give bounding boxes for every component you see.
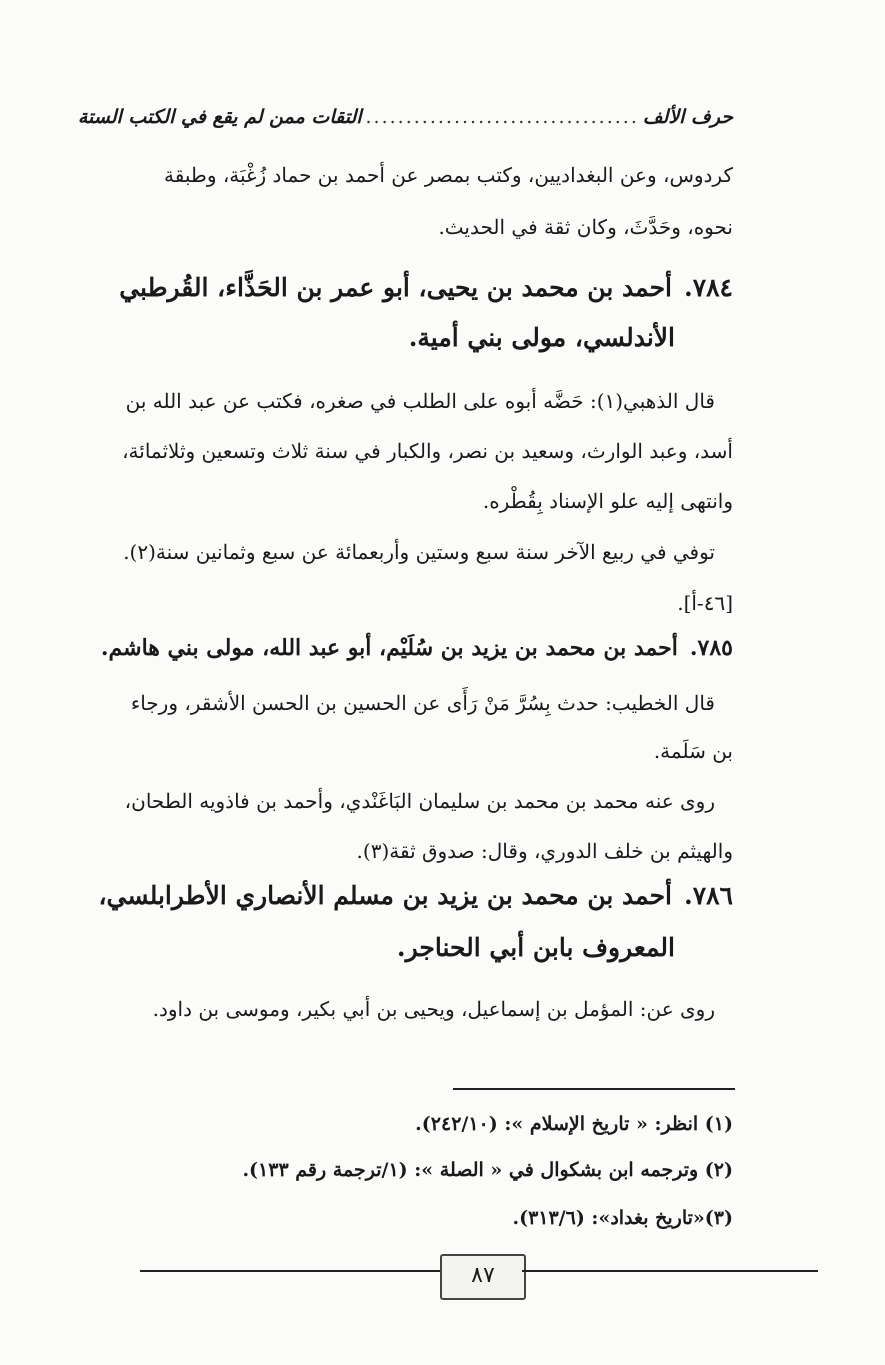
- footer-rule-right: [522, 1270, 818, 1272]
- entry-heading: [100, 628, 733, 668]
- header-book-title: التقات ممن لم يقع في الكتب الستة: [77, 106, 362, 128]
- footer-rule-left: [140, 1270, 440, 1272]
- text-line: نحوه، وحَدَّثَ، وكان ثقة في الحديث.: [438, 215, 733, 239]
- text-line: قال الخطيب: حدث بِسُرَّ مَنْ رَأَى عن الحسين بن الحسن الأشقر، ورجاء: [130, 691, 715, 715]
- footnote: (٢) وترجمه ابن بشكوال في « الصلة »: (١/ترجمة رقم ١٣٣).: [242, 1159, 733, 1181]
- text-line: والهيثم بن خلف الدوري، وقال: صدوق ثقة(٣).: [356, 839, 733, 863]
- entry-heading-cont: الأندلسي، مولى بني أمية.: [408, 323, 675, 352]
- text-line: [٤٦-أ].: [677, 591, 733, 615]
- text-line: قال الذهبي(١): حَضَّه أبوه على الطلب في صغره، فكتب عن عبد الله بن: [125, 389, 715, 413]
- text-line: وانتهى إليه علو الإسناد بِقُطْره.: [482, 489, 733, 513]
- entry-number: ٧٨٦.: [683, 881, 733, 910]
- entry-number: ٧٨٥.: [689, 635, 733, 661]
- footnote: (١) انظر: « تاريخ الإسلام »: (٢٤٢/١٠).: [415, 1113, 733, 1135]
- entry-heading: [98, 876, 733, 916]
- entry-name: أحمد بن محمد بن يحيى، أبو عمر بن الحَذَّاء، القُرطبي: [119, 273, 672, 302]
- text-line: أسد، وعبد الوارث، وسعيد بن نصر، والكبار في سنة ثلاث وتسعين وثلاثمائة،: [122, 439, 733, 463]
- header-chapter: حرف الألف: [642, 106, 733, 128]
- footnote: (٣)«تاريخ بغداد»: (٣١٣/٦).: [512, 1207, 733, 1229]
- entry-name: أحمد بن محمد بن يزيد بن مسلم الأنصاري الأطرابلسي،: [98, 881, 672, 910]
- running-header: [77, 100, 733, 134]
- entry-name: أحمد بن محمد بن يزيد بن سُلَيْم، أبو عبد الله، مولى بني هاشم.: [100, 635, 678, 661]
- entry-number: ٧٨٤.: [683, 273, 733, 302]
- entry-heading: [119, 268, 733, 308]
- text-line: توفي في ربيع الآخر سنة سبع وستين وأربعمائة عن سبع وثمانين سنة(٢).: [123, 540, 715, 564]
- header-dots: ..................................: [365, 106, 639, 128]
- page-number: ٨٧: [440, 1254, 526, 1300]
- text-line: كردوس، وعن البغداديين، وكتب بمصر عن أحمد بن حماد زُغْبَة، وطبقة: [164, 163, 733, 187]
- entry-heading-cont: المعروف بابن أبي الحناجر.: [396, 933, 675, 962]
- text-line: بن سَلَمة.: [653, 739, 733, 763]
- text-line: روى عنه محمد بن محمد بن سليمان البَاغَنْدي، وأحمد بن فاذويه الطحان،: [124, 789, 715, 813]
- text-line: روى عن: المؤمل بن إسماعيل، ويحيى بن أبي بكير، وموسى بن داود.: [152, 997, 715, 1021]
- footnote-separator: [453, 1088, 735, 1090]
